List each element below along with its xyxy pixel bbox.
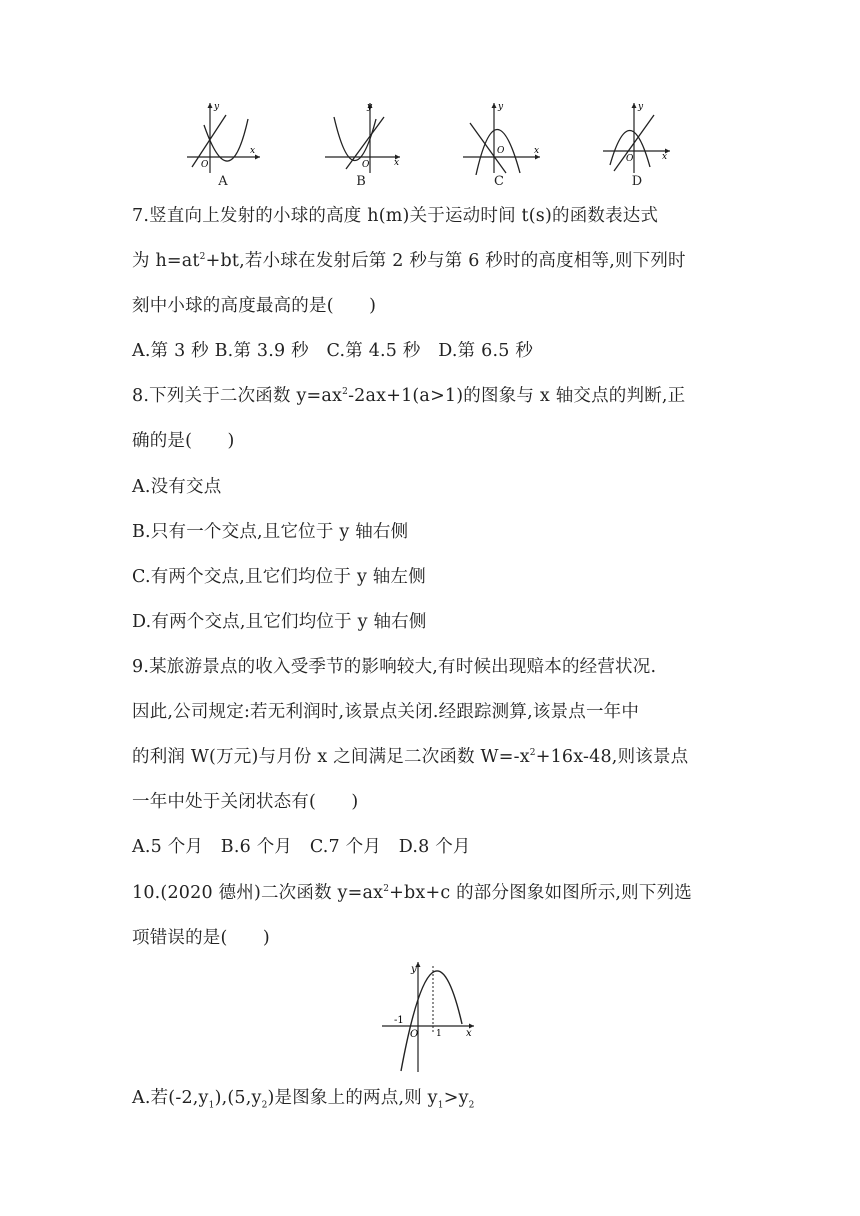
- q7-line-3: 刻中小球的高度最高的是( ): [132, 296, 377, 316]
- q8-option-d: D.有两个交点,且它们均位于 y 轴右侧: [132, 612, 427, 632]
- q10-line-1a: 10.(2020 德州)二次函数 y=ax: [132, 883, 384, 903]
- q10-opt-a-sub2: 2: [261, 1100, 268, 1111]
- graph-option-d[interactable]: [598, 95, 708, 195]
- q7-line-2b: +bt,若小球在发射后第 2 秒与第 6 秒时的高度相等,则下列时: [205, 251, 686, 271]
- y-arrow: [632, 103, 637, 108]
- y-arrow: [492, 103, 497, 108]
- x-label: x: [662, 152, 668, 162]
- q10-opt-a-part3: )是图象上的两点,则 y: [267, 1088, 438, 1108]
- q9-line-3a: 的利润 W(万元)与月份 x 之间满足二次函数 W=-x: [132, 747, 530, 767]
- q10-opt-a-part1: A.若(-2,y: [132, 1088, 209, 1108]
- y-arrow: [208, 103, 213, 108]
- line: [192, 115, 226, 167]
- graph-label-a: A: [218, 174, 228, 189]
- y-label: y: [411, 964, 417, 975]
- q7-exponent: 2: [199, 252, 206, 263]
- x-label: x: [534, 146, 540, 156]
- x-arrow: [255, 155, 260, 160]
- graph-option-b[interactable]: [320, 95, 430, 195]
- graph-option-c[interactable]: [458, 95, 568, 195]
- q8-option-b: B.只有一个交点,且它位于 y 轴右侧: [132, 522, 409, 542]
- q8-option-c: C.有两个交点,且它们均位于 y 轴左侧: [132, 567, 426, 587]
- q10-opt-a-part4: >y: [443, 1088, 469, 1108]
- graph-label-b: B: [356, 174, 366, 189]
- q7-line-2a: 为 h=at: [132, 251, 200, 271]
- origin-label: O: [362, 160, 370, 170]
- q10-line-1: [132, 881, 692, 905]
- q9-line-3b: +16x-48,则该景点: [535, 747, 689, 767]
- x-label: x: [250, 146, 256, 156]
- graph-option-a[interactable]: [182, 95, 292, 195]
- q8-option-a: A.没有交点: [132, 477, 222, 497]
- q10-exponent: 2: [383, 884, 390, 895]
- q7-line-1: 7.竖直向上发射的小球的高度 h(m)关于运动时间 t(s)的函数表达式: [132, 206, 659, 226]
- q9-line-4: 一年中处于关闭状态有( ): [132, 792, 359, 812]
- graph-label-c: C: [494, 174, 504, 189]
- one-label: 1: [436, 1029, 442, 1039]
- origin-label: O: [410, 1029, 419, 1040]
- y-label: y: [214, 102, 220, 112]
- q9-line-1: 9.某旅游景点的收入受季节的影响较大,有时候出现赔本的经营状况.: [132, 657, 657, 677]
- origin-label: O: [626, 154, 634, 164]
- q7-options: A.第 3 秒 B.第 3.9 秒 C.第 4.5 秒 D.第 6.5 秒: [132, 341, 534, 361]
- x-label: x: [466, 1028, 472, 1039]
- q7-line-2: [132, 249, 686, 273]
- q8-exponent: 2: [342, 387, 349, 398]
- parabola: [204, 119, 248, 161]
- x-label: x: [394, 158, 400, 168]
- q10-parabola-figure: [378, 958, 478, 1073]
- q8-line-1: [132, 384, 685, 408]
- graph-b-plot: [320, 95, 430, 175]
- q9-exponent: 2: [529, 748, 536, 759]
- q10-opt-a-sub1: 1: [208, 1100, 215, 1111]
- origin-label: O: [497, 146, 505, 156]
- q10-opt-a-sub3: 1: [437, 1100, 444, 1111]
- origin-label: O: [201, 160, 209, 170]
- graph-c-plot: [458, 95, 568, 175]
- q10-opt-a-part2: ),(5,y: [214, 1088, 262, 1108]
- q10-plot: [378, 958, 478, 1073]
- q10-line-2: 项错误的是( ): [132, 928, 270, 948]
- q10-line-1b: +bx+c 的部分图象如图所示,则下列选: [389, 883, 692, 903]
- q9-line-2: 因此,公司规定:若无利润时,该景点关闭.经跟踪测算,该景点一年中: [132, 702, 640, 722]
- neg-one-label: -1: [394, 1015, 404, 1026]
- graph-label-d: D: [631, 174, 643, 189]
- q10-option-a: [132, 1086, 475, 1110]
- q8-line-1b: -2ax+1(a>1)的图象与 x 轴交点的判断,正: [348, 386, 686, 406]
- graph-a-plot: [182, 95, 292, 175]
- q9-options: A.5 个月 B.6 个月 C.7 个月 D.8 个月: [132, 837, 471, 857]
- q8-line-2: 确的是( ): [132, 431, 235, 451]
- q9-line-3: [132, 745, 688, 769]
- q8-line-1a: 8.下列关于二次函数 y=ax: [132, 386, 343, 406]
- graph-d-plot: [598, 95, 708, 175]
- y-label: y: [638, 102, 644, 112]
- y-label: y: [498, 102, 504, 112]
- parabola: [401, 971, 462, 1071]
- q10-opt-a-sub4: 2: [468, 1100, 475, 1111]
- q6-graph-options: [0, 95, 860, 195]
- y-label: y: [367, 102, 373, 112]
